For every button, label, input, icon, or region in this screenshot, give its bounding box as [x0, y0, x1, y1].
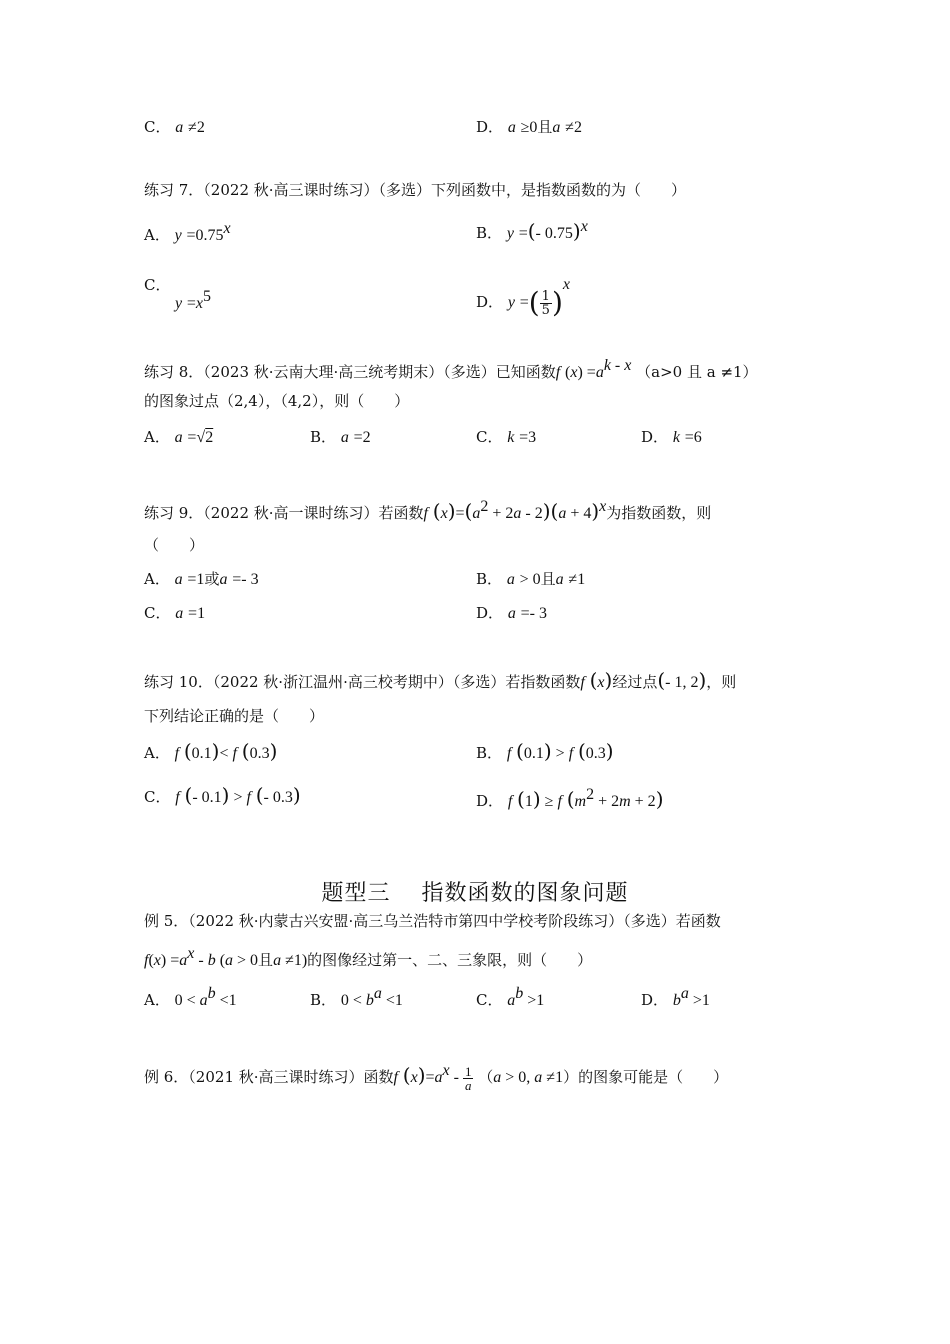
q7-option-c-label: C．: [144, 276, 171, 294]
section-title: 题型三 指数函数的图象问题: [321, 881, 629, 906]
q8-option-b: B． a =2: [310, 428, 371, 446]
ex5-option-c: C． $a^b >1$: [476, 985, 545, 1009]
ex5-stem-2: $f(x) =a^x - b$ (a > 0且a ≠1)的图像经过第一、二、三象限，则（ ）: [144, 945, 593, 969]
q8-stem: 练习 8．（2023 秋·云南大理·高三统考期末）（多选）已知函数f $(x) =a^{k - x}$ （a>0 且 a ≠1）: [144, 357, 758, 381]
ex5-option-b: B． $0 < b^a <1$: [310, 985, 403, 1009]
q9-stem-2: （ ）: [144, 536, 205, 554]
ex5-option-d: D． $b^a >1$: [641, 985, 710, 1009]
q9-option-a: A． a =1或a =- 3: [144, 570, 259, 588]
q9-option-c: C． a =1: [144, 604, 206, 622]
q10-option-d: D． f (1) ≥ f $(m^2 + 2m + 2)$: [476, 786, 664, 811]
q8-stem-2: 的图象过点（2,4），（4,2），则（ ）: [144, 392, 410, 410]
q7-option-a: A． $y =0.75^x$: [144, 220, 231, 244]
ex5-option-a: A． $0 < a^b <1$: [144, 985, 237, 1009]
ex5-stem: 例 5．（2022 秋·内蒙古兴安盟·高三乌兰浩特市第四中学校考阶段练习）（多选）若函数: [144, 912, 721, 930]
q7-stem: 练习 7．（2022 秋·高三课时练习）（多选）下列函数中，是指数函数的为（ ）: [144, 181, 687, 199]
q8-option-c: C． k =3: [476, 428, 537, 446]
q10-option-c: C． f (- 0.1) > f (- 0.3): [144, 783, 301, 807]
q10-stem-2: 下列结论正确的是（ ）: [144, 707, 325, 725]
q7-option-d: D． y =( $\frac{1}{5}$ )$^x$: [476, 276, 570, 319]
q8-option-d: D． k =6: [641, 428, 702, 446]
q10-stem: 练习 10．（2022 秋·浙江温州·高三校考期中）（多选）若指数函数f (x)经过点(- 1, 2)，则: [144, 668, 737, 692]
q10-option-b: B． f (0.1) > f (0.3): [476, 739, 614, 763]
q9-option-b: B． a > 0且a ≠1: [476, 570, 586, 588]
q8-option-a: A． a =√2: [144, 428, 214, 446]
q7-option-b: B． y =(- 0.75)$^x$: [476, 218, 588, 243]
q9-stem: 练习 9．（2022 秋·高一课时练习）若函数f $(x)=(a^2 + 2a - 2)(a + 4)^x$为指数函数，则: [144, 498, 712, 523]
ex6-stem: 例 6．（2021 秋·高三课时练习）函数f $(x)=a^x$ - $\frac{1}{a}$ （a > 0, a ≠1）的图象可能是（ ）: [144, 1062, 729, 1093]
q6-option-c: C． a ≠2: [144, 118, 205, 136]
q6-option-d: D． a ≥0且a ≠2: [476, 118, 582, 136]
q7-option-c-formula: $y =x^5$: [175, 288, 212, 312]
q9-option-d: D． a =- 3: [476, 604, 547, 622]
q10-option-a: A． f (0.1)< f (0.3): [144, 739, 278, 763]
